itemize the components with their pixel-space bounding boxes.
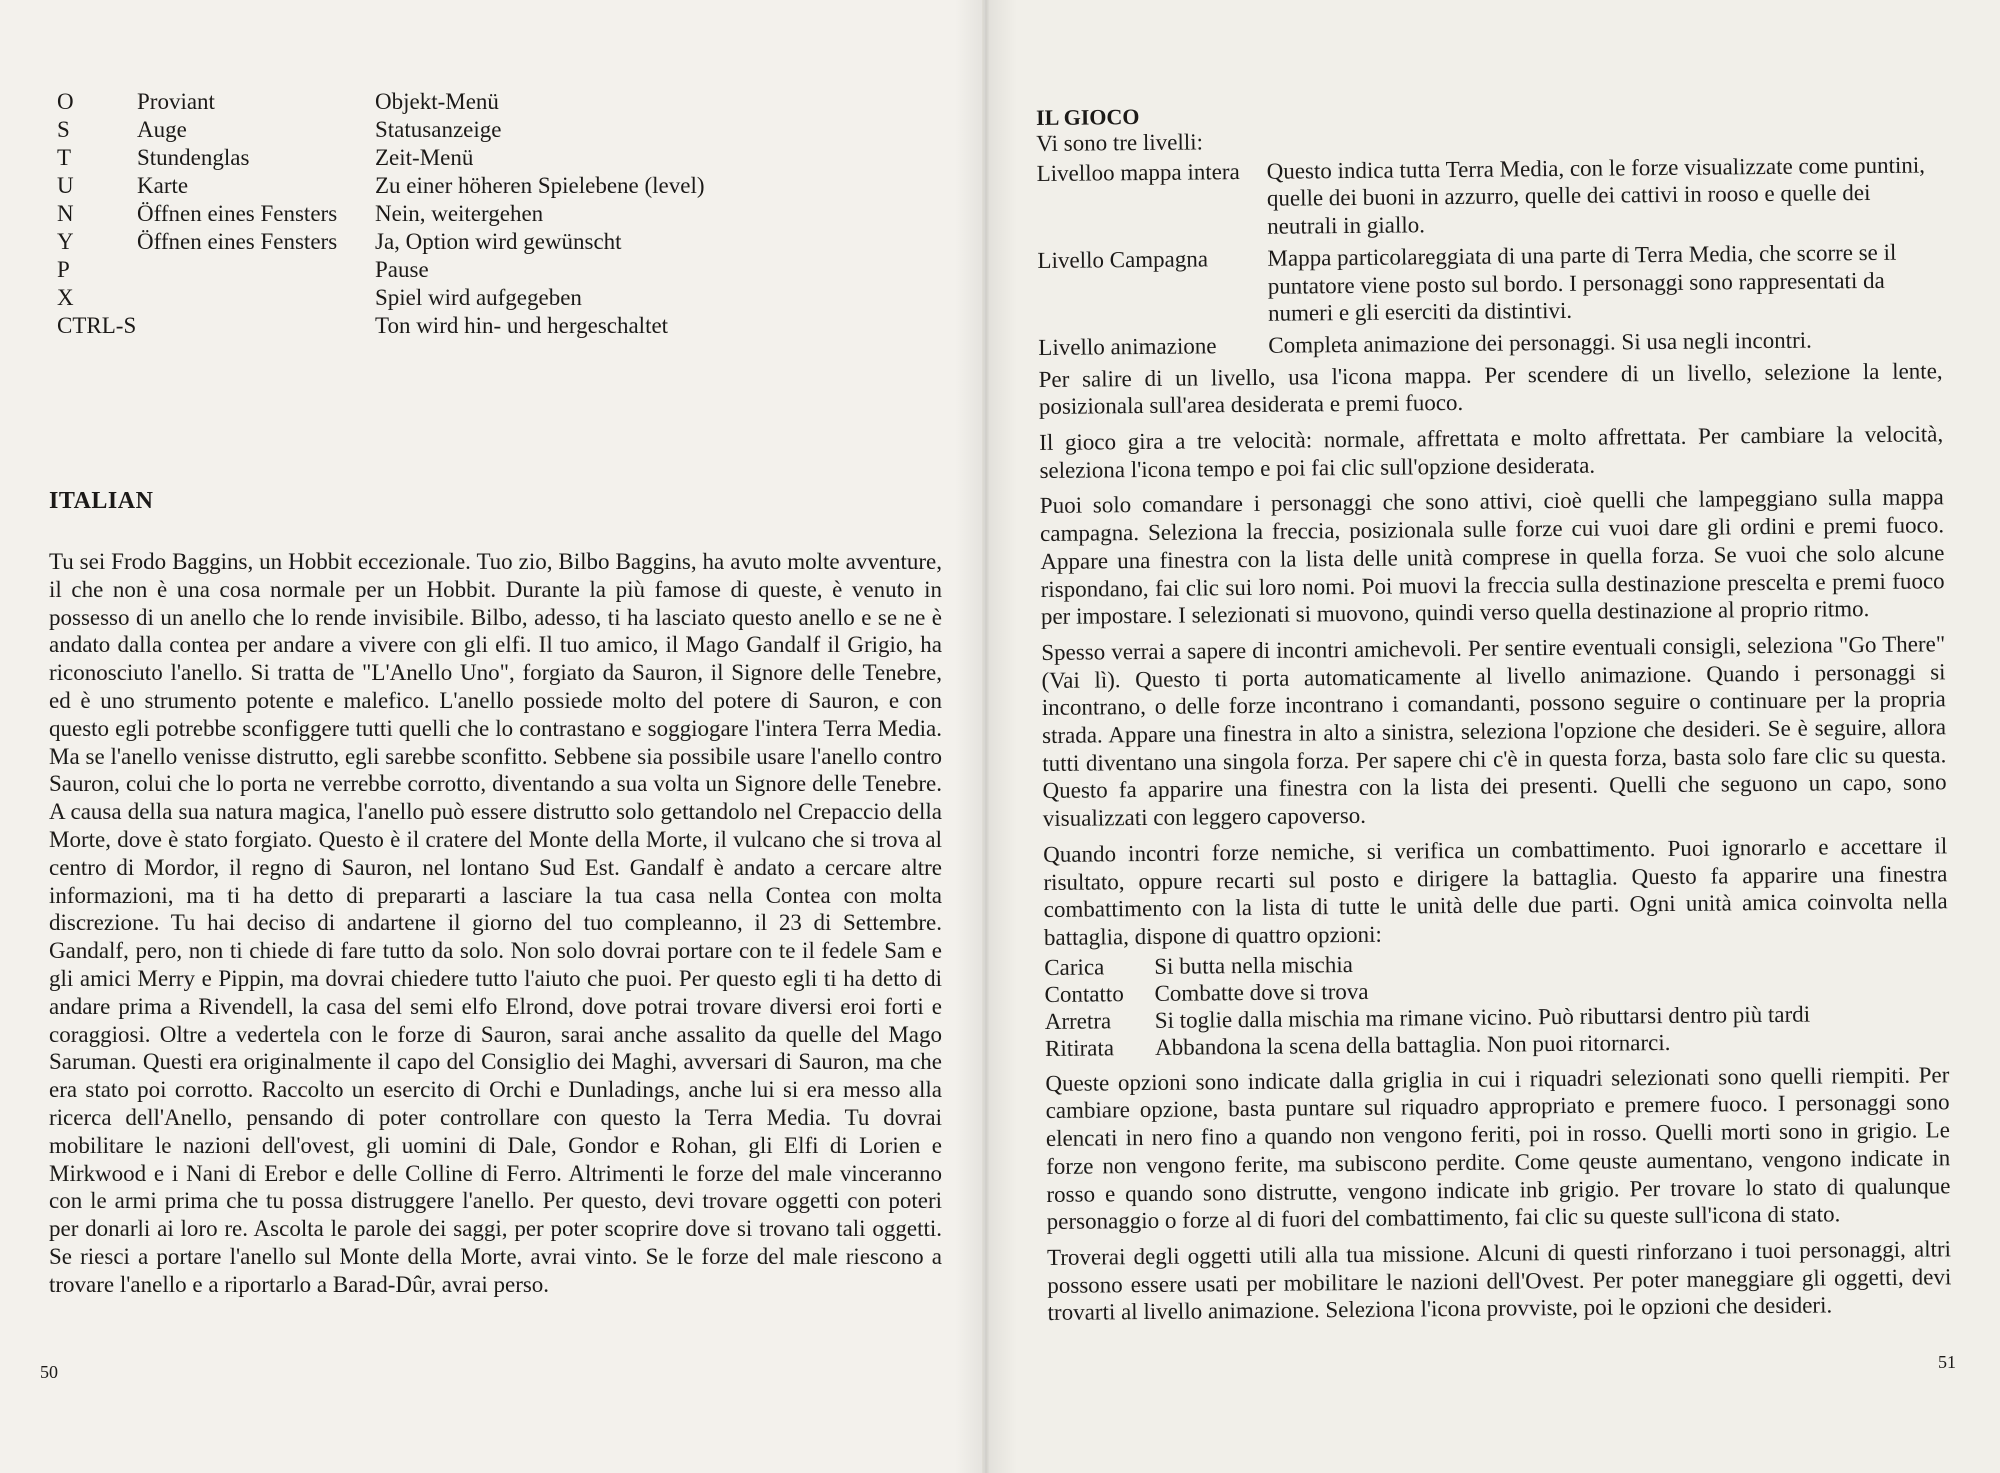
paragraph: Quando incontri forze nemiche, si verifica un combattimento. Puoi ignorarlo e accettare il risultato, oppure recarti sul posto e dirigere la battaglia. Questo fa apparire una finestra combattimento con la lista di tutte le unità delle due parti. Ogni unità amica coinvolta nella battaglia, dispone di quattro opzioni:	[1043, 833, 1948, 950]
option-name: Contatto	[1044, 980, 1124, 1007]
option-name: Arretra	[1044, 1008, 1112, 1034]
key-icon-name	[137, 312, 375, 340]
paragraph: Per salire di un livello, usa l'icona mappa. Per scendere di un livello, selezione la lente, posizionala sull'area desiderata e premi fuoco.	[1038, 357, 1943, 420]
key-icon-name: Öffnen eines Fensters	[137, 201, 338, 226]
key-row	[57, 116, 757, 144]
key-icon-name	[137, 284, 375, 312]
key-icon-name: Proviant	[137, 89, 215, 114]
key-icon-name: Stundenglas	[137, 145, 250, 170]
key-action: Objekt-Menü	[375, 89, 499, 114]
key-row	[57, 172, 757, 200]
right-page	[984, 0, 2000, 1473]
key-letter: Y	[57, 229, 74, 254]
level-description: Mappa particolareggiata di una parte di Terra Media, che scorre se il puntatore viene posto sul bordo. I personaggi sono rappresentati da numeri e gli eserciti da distintivi.	[1267, 239, 1897, 327]
combat-options-list	[1044, 945, 1949, 1062]
key-icon-name: Auge	[137, 117, 187, 142]
section-title-il-gioco: IL GIOCO	[1035, 104, 1140, 130]
key-action: Zu einer höheren Spielebene (level)	[375, 173, 705, 198]
level-name: Livello animazione	[1038, 333, 1217, 360]
page-number: 51	[1938, 1352, 1956, 1372]
levels-intro: Vi sono tre livelli:	[1036, 129, 1204, 156]
level-row	[1037, 238, 1942, 330]
paragraph: Spesso verrai a sapere di incontri amichevoli. Per sentire eventuali consigli, seleziona "Go There" (Vai lì). Questo ti porta automaticamente al livello animazione. Quando i personaggi si incontrano, o delle forze incontrano i comandanti, possono seguire o continuare per la propria strada. Appare una finestra in alto a sinistra, seleziona l'opzione che desideri. Se è seguire, allora tutti diventano una singola forza. Per sapere chi c'è in questa forza, basta solo fare clic su questa. Questo fa apparire una finestra con la lista dei presenti. Quelli che seguono un capo, sono visualizzati con leggero capoverso.	[1041, 631, 1947, 832]
section-title-italian: ITALIAN	[49, 488, 154, 514]
level-name: Livelloo mappa intera	[1036, 158, 1240, 186]
story-text	[49, 548, 942, 1299]
german-key-table	[57, 88, 757, 340]
key-action: Statusanzeige	[375, 117, 502, 142]
key-letter: T	[57, 145, 72, 170]
key-icon-name	[137, 256, 375, 284]
paragraph: Queste opzioni sono indicate dalla griglia in cui i riquadri selezionati sono quelli riempiti. Per cambiare opzione, basta puntare sul riquadro appropriato e premere fuoco. I personaggi sono elencati in nero fino a quando non vengono feriti, poi in rosso. Quelli morti sono in grigio. Le forze non vengono ferite, ma subiscono perdite. Come qeuste aumentano, vengono indicate in rosso e quando sono distrutte, vengono indicate inb grigio. Per trovare lo stato di qualunque personaggio o forze al di fuori del combattimento, fai clic su queste sull'icona di stato.	[1045, 1061, 1951, 1235]
key-row	[57, 144, 757, 172]
key-row	[57, 200, 757, 228]
option-description: Combatte dove si trova	[1154, 978, 1369, 1006]
story-paragraph: Tu sei Frodo Baggins, un Hobbit eccezionale. Tuo zio, Bilbo Baggins, ha avuto molte avventure, il che non è una cosa normale per un Hobbit. Durante la più famose di queste, è venuto in possesso di un anello che lo rende invisibile. Bilbo, adesso, ti ha lasciato questo anello e se ne è andato dalla contea per andare a vivere con gli elfi. Il tuo amico, il Mago Gandalf il Grigio, ha riconosciuto l'anello. Si tratta de "L'Anello Uno", forgiato da Sauron, il Signore delle Tenebre, ed è uno strumento potente e malefico. L'anello possiede molto del potere di Sauron, e con questo egli potrebbe sconfiggere tutti quelli che lo contrastano e soggiogare l'intera Terra Media. Ma se l'anello venisse distrutto, egli sarebbe sconfitto. Sebbene sia possibile usare l'anello contro Sauron, colui che lo porta ne verrebbe corrotto, diventando a sua volta un Signore delle Tenebre. A causa della sua natura magica, l'anello può essere distrutto solo gettandolo nel Crepaccio della Morte, dove è stato forgiato. Questo è il cratere del Monte della Morte, il vulcano che si trova al centro di Mordor, il regno di Sauron, nel lontano Sud Est. Gandalf è andato a cercare altre informazioni, ma ti ha detto di prepararti a lasciare la tua casa nella Contea con molta discrezione. Tu hai deciso di andartene il giorno del tuo compleanno, il 23 di Settembre. Gandalf, pero, non ti chiede di fare tutto da solo. Non solo dovrai portare con te il fedele Sam e gli amici Merry e Pippin, ma dovrai chiedere tutto l'aiuto che puoi. Per questo egli ti ha detto di andare prima a Rivendell, la casa del semi elfo Elrond, dove potrai trovare diversi eroi forti e coraggiosi. Oltre a vedertela con le forze di Sauron, sarai anche assalito da quelle del Mago Saruman. Questi era originalmente il capo del Consiglio dei Maghi, avversari di Sauron, ma che era stato poi corrotto. Raccolto un esercito di Orchi e Dunladings, anche lui si era messo alla ricerca dell'Anello, pensando di poter controllare con questo la Terra Media. Tu dovrai mobilitare le nazioni dell'ovest, gli uomini di Dale, Gondor e Rohan, gli Elfi di Lorien e Mirkwood e i Nani di Erebor e delle Colline di Ferro. Altrimenti le forze del male vinceranno con le armi prima che tu possa distruggere l'anello. Per questo, devi trovare oggetti con poteri per donarli ai loro re. Ascolta le parole dei saggi, per poter scoprire dove si trovano tali oggetti. Se riesci a portare l'anello sul Monte della Morte, avrai vinto. Se le forze del male riescono a trovare l'anello e a riportarlo a Barad-Dûr, avrai perso.	[49, 549, 942, 1297]
key-letter: S	[57, 117, 70, 142]
key-letter: O	[57, 89, 74, 114]
option-name: Ritirata	[1044, 1034, 1115, 1061]
level-name: Livello Campagna	[1037, 246, 1209, 273]
key-row	[57, 228, 757, 256]
option-name: Carica	[1044, 954, 1105, 980]
page-number: 50	[40, 1362, 58, 1382]
key-row	[57, 284, 757, 312]
key-letter: N	[57, 201, 74, 226]
game-instructions	[1036, 97, 1952, 1335]
key-action: Ja, Option wird gewünscht	[375, 229, 622, 254]
key-row	[57, 312, 757, 340]
paragraph: Troverai degli oggetti utili alla tua missione. Alcuni di questi rinforzano i tuoi personaggi, altri possono essere usati per mobilitare le nazioni dell'Ovest. Per poter maneggiare gli oggetti, devi trovarti al livello animazione. Seleziona l'icona provviste, poi le opzioni che desideri.	[1046, 1236, 1952, 1326]
key-action: Nein, weitergehen	[375, 201, 544, 226]
key-action: Zeit-Menü	[375, 145, 474, 170]
key-action: Pause	[375, 257, 429, 282]
option-description: Abbandona la scena della battaglia. Non puoi ritornarci.	[1154, 1029, 1671, 1060]
paragraph: Il gioco gira a tre velocità: normale, affrettata e molto affrettata. Per cambiare la velocità, seleziona l'icona tempo e poi fai clic sull'opzione desiderata.	[1039, 421, 1944, 483]
key-action: Ton wird hin- und hergeschaltet	[375, 313, 669, 338]
key-letter: X	[57, 285, 74, 310]
key-action: Spiel wird aufgegeben	[375, 285, 582, 310]
book-gutter	[955, 0, 1017, 1473]
key-row	[57, 256, 757, 284]
option-description: Si butta nella mischia	[1154, 951, 1354, 979]
paragraph: Puoi solo comandare i personaggi che sono attivi, cioè quelli che lampeggiano sulla mappa campagna. Seleziona la freccia, posizionala sulle forze cui vuoi dare gli ordini e premi fuoco. Appare una finestra con la lista delle unità comprese in quella forza. Se vuoi che solo alcune rispondano, fai clic sui loro nomi. Poi muovi la freccia sulla destinazione prescelta e premi fuoco per impostare. I selezionati si muovono, quindi verso quella destinazione al proprio ritmo.	[1039, 484, 1945, 630]
key-icon-name: Karte	[137, 173, 189, 198]
level-row	[1037, 151, 1942, 243]
level-description: Questo indica tutta Terra Media, con le forze visualizzate come puntini, quelle dei buoni in azzurro, quelle dei cattivi in rooso e quelle dei neutrali in giallo.	[1266, 152, 1926, 239]
level-row	[1038, 325, 1942, 361]
key-letter: CTRL-S	[57, 313, 137, 338]
key-letter: U	[57, 173, 74, 198]
level-description: Completa animazione dei personaggi. Si usa negli incontri.	[1268, 327, 1812, 358]
left-page	[0, 0, 982, 1473]
key-letter: P	[57, 257, 70, 282]
key-icon-name: Öffnen eines Fensters	[137, 229, 338, 254]
option-description: Si toglie dalla mischia ma rimane vicino. Può ributtarsi dentro più tardi	[1154, 1001, 1811, 1033]
key-row	[57, 88, 757, 116]
